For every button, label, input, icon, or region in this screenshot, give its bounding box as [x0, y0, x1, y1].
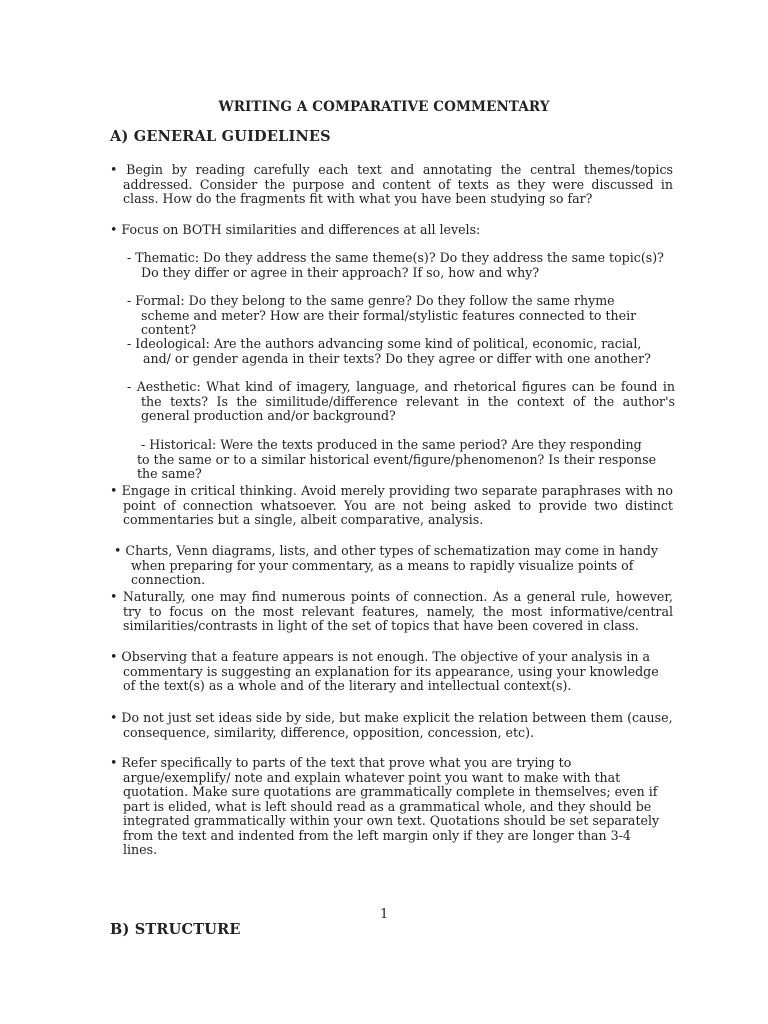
section-heading-structure: B) STRUCTURE	[110, 921, 241, 938]
guideline-similarities-differences: • Focus on BOTH similarities and differences at all levels:	[110, 222, 481, 237]
guideline-charts-diagrams: • Charts, Venn diagrams, lists, and other types of schematization may come in handy when preparing for your commentary, as a means to rapidly visualize points of connection.	[114, 543, 659, 587]
sub-ideological: - Ideological: Are the authors advancing some kind of political, economic, racial, and/ or gender agenda in their texts? Do they agree or differ with one another?	[127, 336, 651, 366]
section-heading-general-guidelines: A) GENERAL GUIDELINES	[110, 128, 331, 145]
sub-thematic: - Thematic: Do they address the same theme(s)? Do they address the same topic(s)? Do they differ or agree in their approach? If so, how and why?	[127, 250, 664, 280]
guideline-explicit-relations: • Do not just set ideas side by side, but make explicit the relation between them (cause, consequence, similarity, difference, opposition, concession, etc).	[110, 710, 673, 740]
guideline-points-of-connection: • Naturally, one may find numerous points of connection. As a general rule, however, try to focus on the most relevant features, namely, the most informative/central similarities/contrasts in light of the set of topics that have been covered in class.	[110, 589, 673, 633]
sub-formal: - Formal: Do they belong to the same genre? Do they follow the same rhyme scheme and meter? How are their formal/stylistic features connected to their content?	[127, 293, 637, 337]
sub-aesthetic: - Aesthetic: What kind of imagery, language, and rhetorical figures can be found in the texts? Is the similitude/difference relevant in the context of the author's general production and/or background?	[127, 379, 675, 423]
guideline-read-carefully: • Begin by reading carefully each text and annotating the central themes/topics addressed. Consider the purpose and content of texts as they were discussed in class. How do the fragments fit with what you have been studying so far?	[110, 162, 673, 206]
guideline-quotations: • Refer specifically to parts of the text that prove what you are trying to argue/exemplify/ note and explain whatever point you want to make with that quotation. Make sure quotations are grammatically complete in themselves; even if part is elided, what is left should read as a grammatical whole, and they should be integrated grammatically within your own text. Quotations should be set separately from the text and indented from the left margin only if they are longer than 3-4 lines.	[110, 755, 660, 857]
guideline-explanation: • Observing that a feature appears is not enough. The objective of your analysis in a commentary is suggesting an explanation for its appearance, using your knowledge of the text(s) as a whole and of the literary and intellectual context(s).	[110, 649, 659, 693]
document-title: WRITING A COMPARATIVE COMMENTARY	[218, 99, 550, 115]
page-number: 1	[380, 907, 389, 922]
guideline-critical-thinking: • Engage in critical thinking. Avoid merely providing two separate paraphrases with no point of connection whatsoever. You are not being asked to provide two distinct commentaries but a single, albeit comparative, analysis.	[110, 483, 673, 527]
sub-historical: - Historical: Were the texts produced in the same period? Are they responding to the same or to a similar historical event/figure/phenomenon? Is their response the same?	[137, 437, 657, 481]
